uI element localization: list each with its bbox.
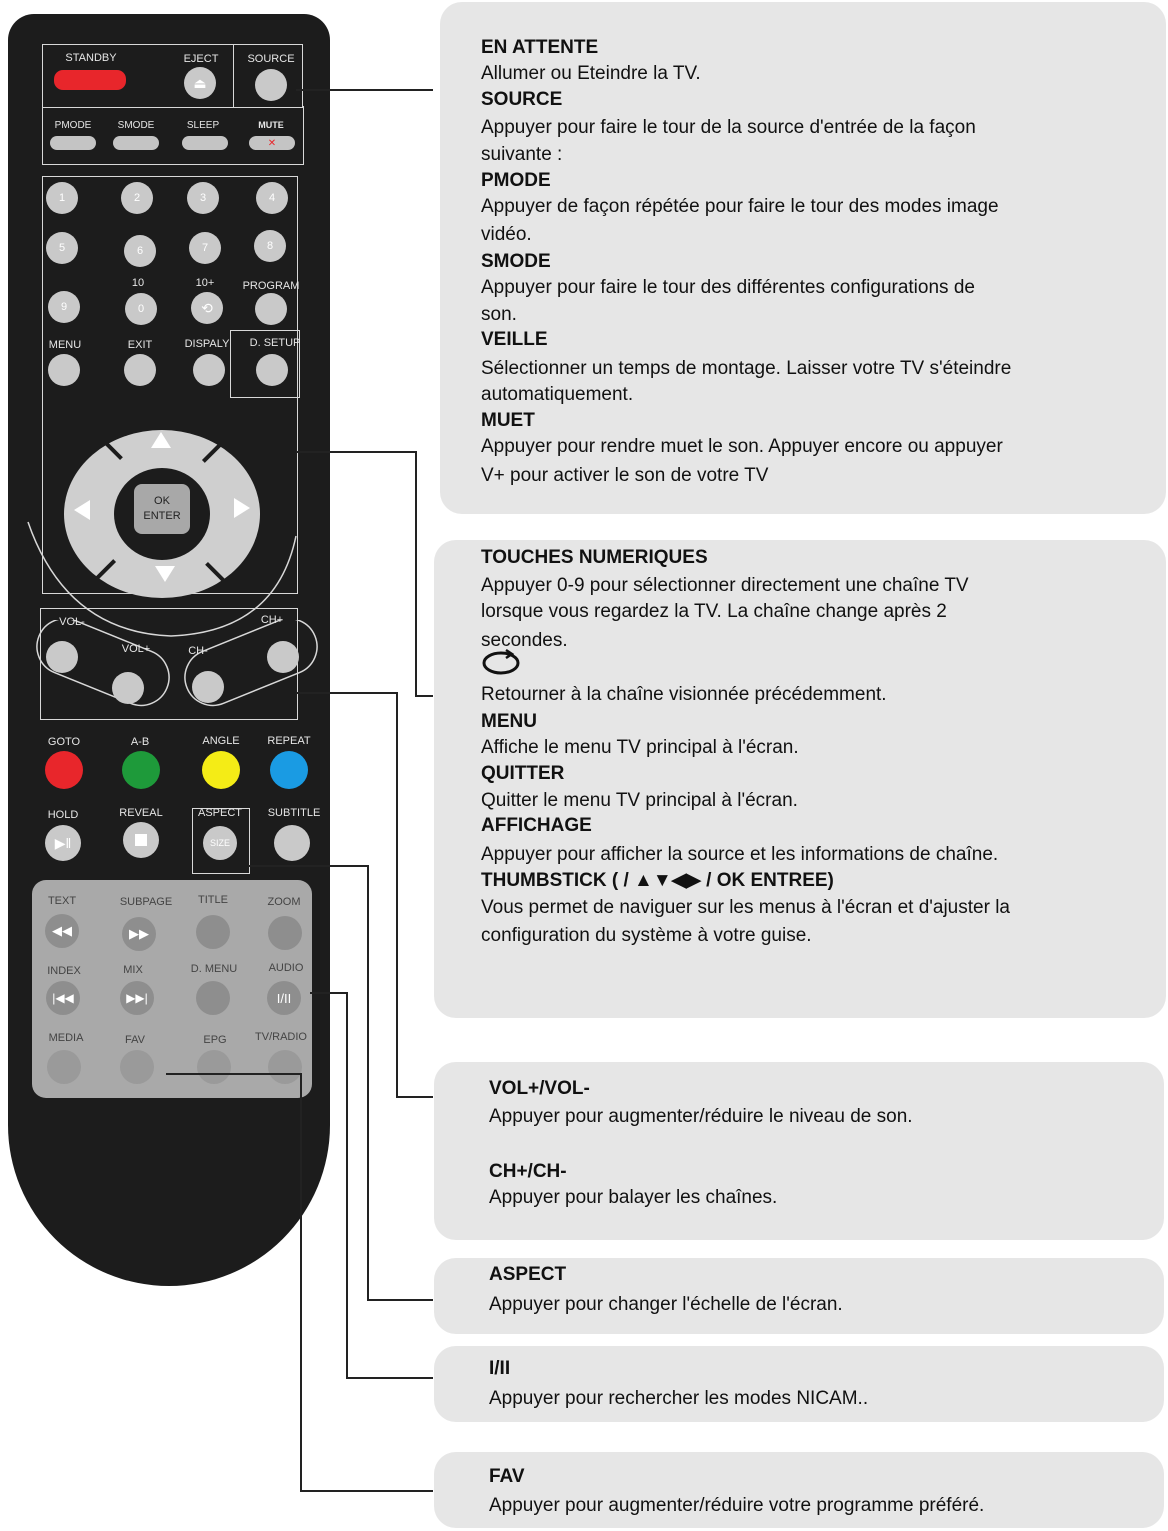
zoom-button[interactable]	[268, 916, 302, 950]
fav-label: FAV	[125, 1034, 145, 1046]
digit-7-button[interactable]: 7	[189, 232, 221, 264]
connector-vol-h2	[396, 1096, 433, 1098]
skip-back-icon: |◀◀	[52, 991, 74, 1005]
pmode-label: PMODE	[54, 120, 92, 131]
digit-8-button[interactable]: 8	[254, 230, 286, 262]
ab-label: A-B	[130, 736, 150, 748]
skip-forward-icon: ▶▶|	[126, 991, 148, 1005]
eject-icon: ⏏	[193, 74, 207, 91]
sleep-desc-2: automatiquement.	[481, 384, 634, 405]
standby-button[interactable]	[54, 70, 126, 90]
right-arrow-icon	[234, 498, 250, 518]
enter-label: ENTER	[143, 510, 181, 522]
audio-button[interactable]: I/II	[267, 981, 301, 1015]
standby-desc: Allumer ou Eteindre la TV.	[481, 63, 701, 84]
chminus-button[interactable]	[192, 671, 224, 703]
connector-audio-v	[346, 992, 348, 1379]
audio-label: AUDIO	[268, 962, 304, 974]
source-desc-2: suivante :	[481, 144, 563, 165]
pmode-desc-2: vidéo.	[481, 224, 532, 245]
smode-label: SMODE	[117, 120, 155, 131]
mute-button[interactable]	[249, 136, 295, 150]
down-arrow-icon	[155, 566, 175, 582]
volplus-label: VOL+	[121, 643, 151, 655]
volminus-label: VOL-	[59, 616, 85, 628]
dmenu-button[interactable]	[196, 981, 230, 1015]
recall-icon	[482, 648, 524, 678]
recall-button[interactable]	[191, 292, 223, 324]
epg-button[interactable]	[197, 1050, 231, 1084]
dsetup-button[interactable]	[256, 354, 288, 386]
aspect-desc: Appuyer pour changer l'échelle de l'écran.	[489, 1294, 843, 1315]
display-title: AFFICHAGE	[481, 815, 592, 836]
connector-aspect-h2	[367, 1299, 433, 1301]
audio-title: I/II	[489, 1358, 511, 1379]
digit-4-button[interactable]: 4	[256, 182, 288, 214]
ch-desc: Appuyer pour balayer les chaînes.	[489, 1187, 778, 1208]
digit-5-button[interactable]: 5	[46, 232, 78, 264]
fav-button[interactable]	[120, 1050, 154, 1084]
pmode-desc-1: Appuyer de façon répétée pour faire le tour des modes image	[481, 196, 999, 217]
chplus-label: CH+	[260, 614, 284, 626]
angle-label: ANGLE	[202, 735, 240, 747]
chminus-label: CH-	[188, 645, 208, 657]
digit-9-button[interactable]: 9	[48, 291, 80, 323]
reveal-label: REVEAL	[119, 807, 163, 819]
connector-fav-h2	[300, 1490, 433, 1492]
connector-audio-h1	[310, 992, 348, 994]
mix-button[interactable]	[120, 981, 154, 1015]
green-ab-button[interactable]	[122, 751, 160, 789]
volminus-button[interactable]	[46, 641, 78, 673]
chplus-button[interactable]	[267, 641, 299, 673]
source-button[interactable]	[255, 69, 287, 101]
exit-label: EXIT	[127, 339, 153, 351]
goto-label: GOTO	[47, 736, 81, 748]
tvradio-label: TV/RADIO	[255, 1031, 307, 1043]
yellow-angle-button[interactable]	[202, 751, 240, 789]
stop-icon	[135, 834, 147, 846]
mute-title: MUET	[481, 410, 535, 431]
volplus-button[interactable]	[112, 672, 144, 704]
program-button[interactable]	[255, 293, 287, 325]
zoom-label: ZOOM	[267, 896, 301, 908]
source-title: SOURCE	[481, 89, 563, 110]
title-button[interactable]	[196, 915, 230, 949]
text-label: TEXT	[47, 895, 77, 907]
display-button[interactable]	[193, 354, 225, 386]
quit-desc: Quitter le menu TV principal à l'écran.	[481, 790, 798, 811]
digit-3-button[interactable]: 3	[187, 182, 219, 214]
index-label: INDEX	[47, 965, 81, 977]
text-button[interactable]	[45, 914, 79, 948]
aspect-title: ASPECT	[489, 1264, 567, 1285]
exit-button[interactable]	[124, 354, 156, 386]
mute-label: MUTE	[258, 120, 284, 130]
smode-title: SMODE	[481, 251, 551, 272]
title-label: TITLE	[198, 894, 228, 906]
thumbstick-desc-1: Vous permet de naviguer sur les menus à l'écran et d'ajuster la	[481, 897, 1010, 918]
pmode-title: PMODE	[481, 170, 551, 191]
thumbstick-desc-2: configuration du système à votre guise.	[481, 925, 812, 946]
connector-audio-h2	[346, 1377, 433, 1379]
connector-vol-h1	[296, 692, 398, 694]
digit-6-button[interactable]: 6	[124, 235, 156, 267]
connector-nav-h1	[296, 451, 416, 453]
fav-title: FAV	[489, 1466, 525, 1487]
connector-aspect-h1	[248, 865, 369, 867]
eject-button[interactable]	[184, 67, 216, 99]
mute-icon: ✕	[267, 137, 277, 149]
ten-label: 10	[131, 277, 145, 289]
epg-label: EPG	[203, 1034, 227, 1046]
numeric-desc-1: Appuyer 0-9 pour sélectionner directement une chaîne TV	[481, 575, 969, 596]
tenplus-label: 10+	[195, 277, 215, 289]
connector-top	[296, 89, 433, 91]
up-arrow-icon	[151, 432, 171, 448]
ok-label: OK	[154, 495, 170, 507]
aspect-size-button[interactable]: SIZE	[203, 826, 237, 860]
numeric-title: TOUCHES NUMERIQUES	[481, 547, 708, 568]
mute-desc-2: V+ pour activer le son de votre TV	[481, 465, 769, 486]
vol-title: VOL+/VOL-	[489, 1078, 590, 1099]
play-pause-icon: ▶‖	[54, 834, 72, 851]
subpage-label: SUBPAGE	[119, 896, 173, 908]
source-label: SOURCE	[247, 53, 295, 65]
menu-title: MENU	[481, 711, 537, 732]
ch-title: CH+/CH-	[489, 1161, 567, 1182]
dsetup-label: D. SETUP	[249, 337, 301, 349]
audio-desc: Appuyer pour rechercher les modes NICAM..	[489, 1388, 869, 1409]
display-desc: Appuyer pour afficher la source et les informations de chaîne.	[481, 844, 999, 865]
left-arrow-icon	[74, 500, 90, 520]
connector-fav-v	[300, 1073, 302, 1492]
blue-repeat-button[interactable]	[270, 751, 308, 789]
sleep-button[interactable]	[182, 136, 228, 150]
numeric-desc-2: lorsque vous regardez la TV. La chaîne change après 2	[481, 601, 947, 622]
menu-button[interactable]	[48, 354, 80, 386]
connector-nav-h2	[415, 695, 433, 697]
connector-nav-v	[415, 451, 417, 697]
fast-forward-icon: ▶▶	[129, 926, 149, 941]
media-label: MEDIA	[48, 1032, 84, 1044]
pmode-button[interactable]	[50, 136, 96, 150]
mix-label: MIX	[123, 964, 143, 976]
vol-desc: Appuyer pour augmenter/réduire le niveau de son.	[489, 1106, 913, 1127]
media-button[interactable]	[47, 1050, 81, 1084]
quit-title: QUITTER	[481, 763, 565, 784]
hold-label: HOLD	[47, 809, 79, 821]
numeric-desc-3: secondes.	[481, 630, 568, 651]
program-label: PROGRAM	[242, 280, 300, 292]
menu-desc: Affiche le menu TV principal à l'écran.	[481, 737, 799, 758]
eject-label: EJECT	[183, 53, 219, 65]
standby-title: EN ATTENTE	[481, 37, 599, 58]
reveal-button[interactable]	[123, 822, 159, 858]
recall-desc: Retourner à la chaîne visionnée précédemment.	[481, 684, 887, 705]
connector-vol-v	[396, 692, 398, 1098]
ok-enter-button[interactable]	[134, 484, 190, 534]
digit-1-button[interactable]: 1	[46, 182, 78, 214]
fav-desc: Appuyer pour augmenter/réduire votre programme préféré.	[489, 1495, 985, 1516]
hold-button[interactable]	[45, 825, 81, 861]
menu-label: MENU	[48, 339, 82, 351]
digit-0-button[interactable]: 0	[125, 293, 157, 325]
digit-2-button[interactable]: 2	[121, 182, 153, 214]
sleep-desc-1: Sélectionner un temps de montage. Laisser votre TV s'éteindre	[481, 358, 1012, 379]
sleep-label: SLEEP	[186, 120, 220, 131]
subtitle-label: SUBTITLE	[267, 807, 321, 819]
source-desc-1: Appuyer pour faire le tour de la source d'entrée de la façon	[481, 117, 976, 138]
mute-desc-1: Appuyer pour rendre muet le son. Appuyer encore ou appuyer	[481, 436, 1003, 457]
index-button[interactable]	[46, 981, 80, 1015]
connector-fav-h1	[166, 1073, 302, 1075]
subpage-button[interactable]	[122, 917, 156, 951]
sleep-title: VEILLE	[481, 329, 548, 350]
tvradio-button[interactable]	[268, 1050, 302, 1084]
subtitle-button[interactable]	[274, 825, 310, 861]
aspect-label: ASPECT	[197, 807, 243, 819]
red-goto-button[interactable]	[45, 751, 83, 789]
rewind-icon: ◀◀	[52, 923, 72, 938]
dmenu-label: D. MENU	[190, 963, 238, 975]
standby-label: STANDBY	[65, 52, 117, 64]
connector-aspect-v	[367, 865, 369, 1301]
smode-button[interactable]	[113, 136, 159, 150]
repeat-label: REPEAT	[267, 735, 311, 747]
smode-desc-2: son.	[481, 304, 517, 325]
recall-icon: ⟲	[201, 299, 213, 316]
display-label: DISPALY	[184, 338, 230, 350]
smode-desc-1: Appuyer pour faire le tour des différentes configurations de	[481, 277, 975, 298]
thumbstick-title: THUMBSTICK ( / ▲▼◀▶ / OK ENTREE)	[481, 870, 834, 891]
